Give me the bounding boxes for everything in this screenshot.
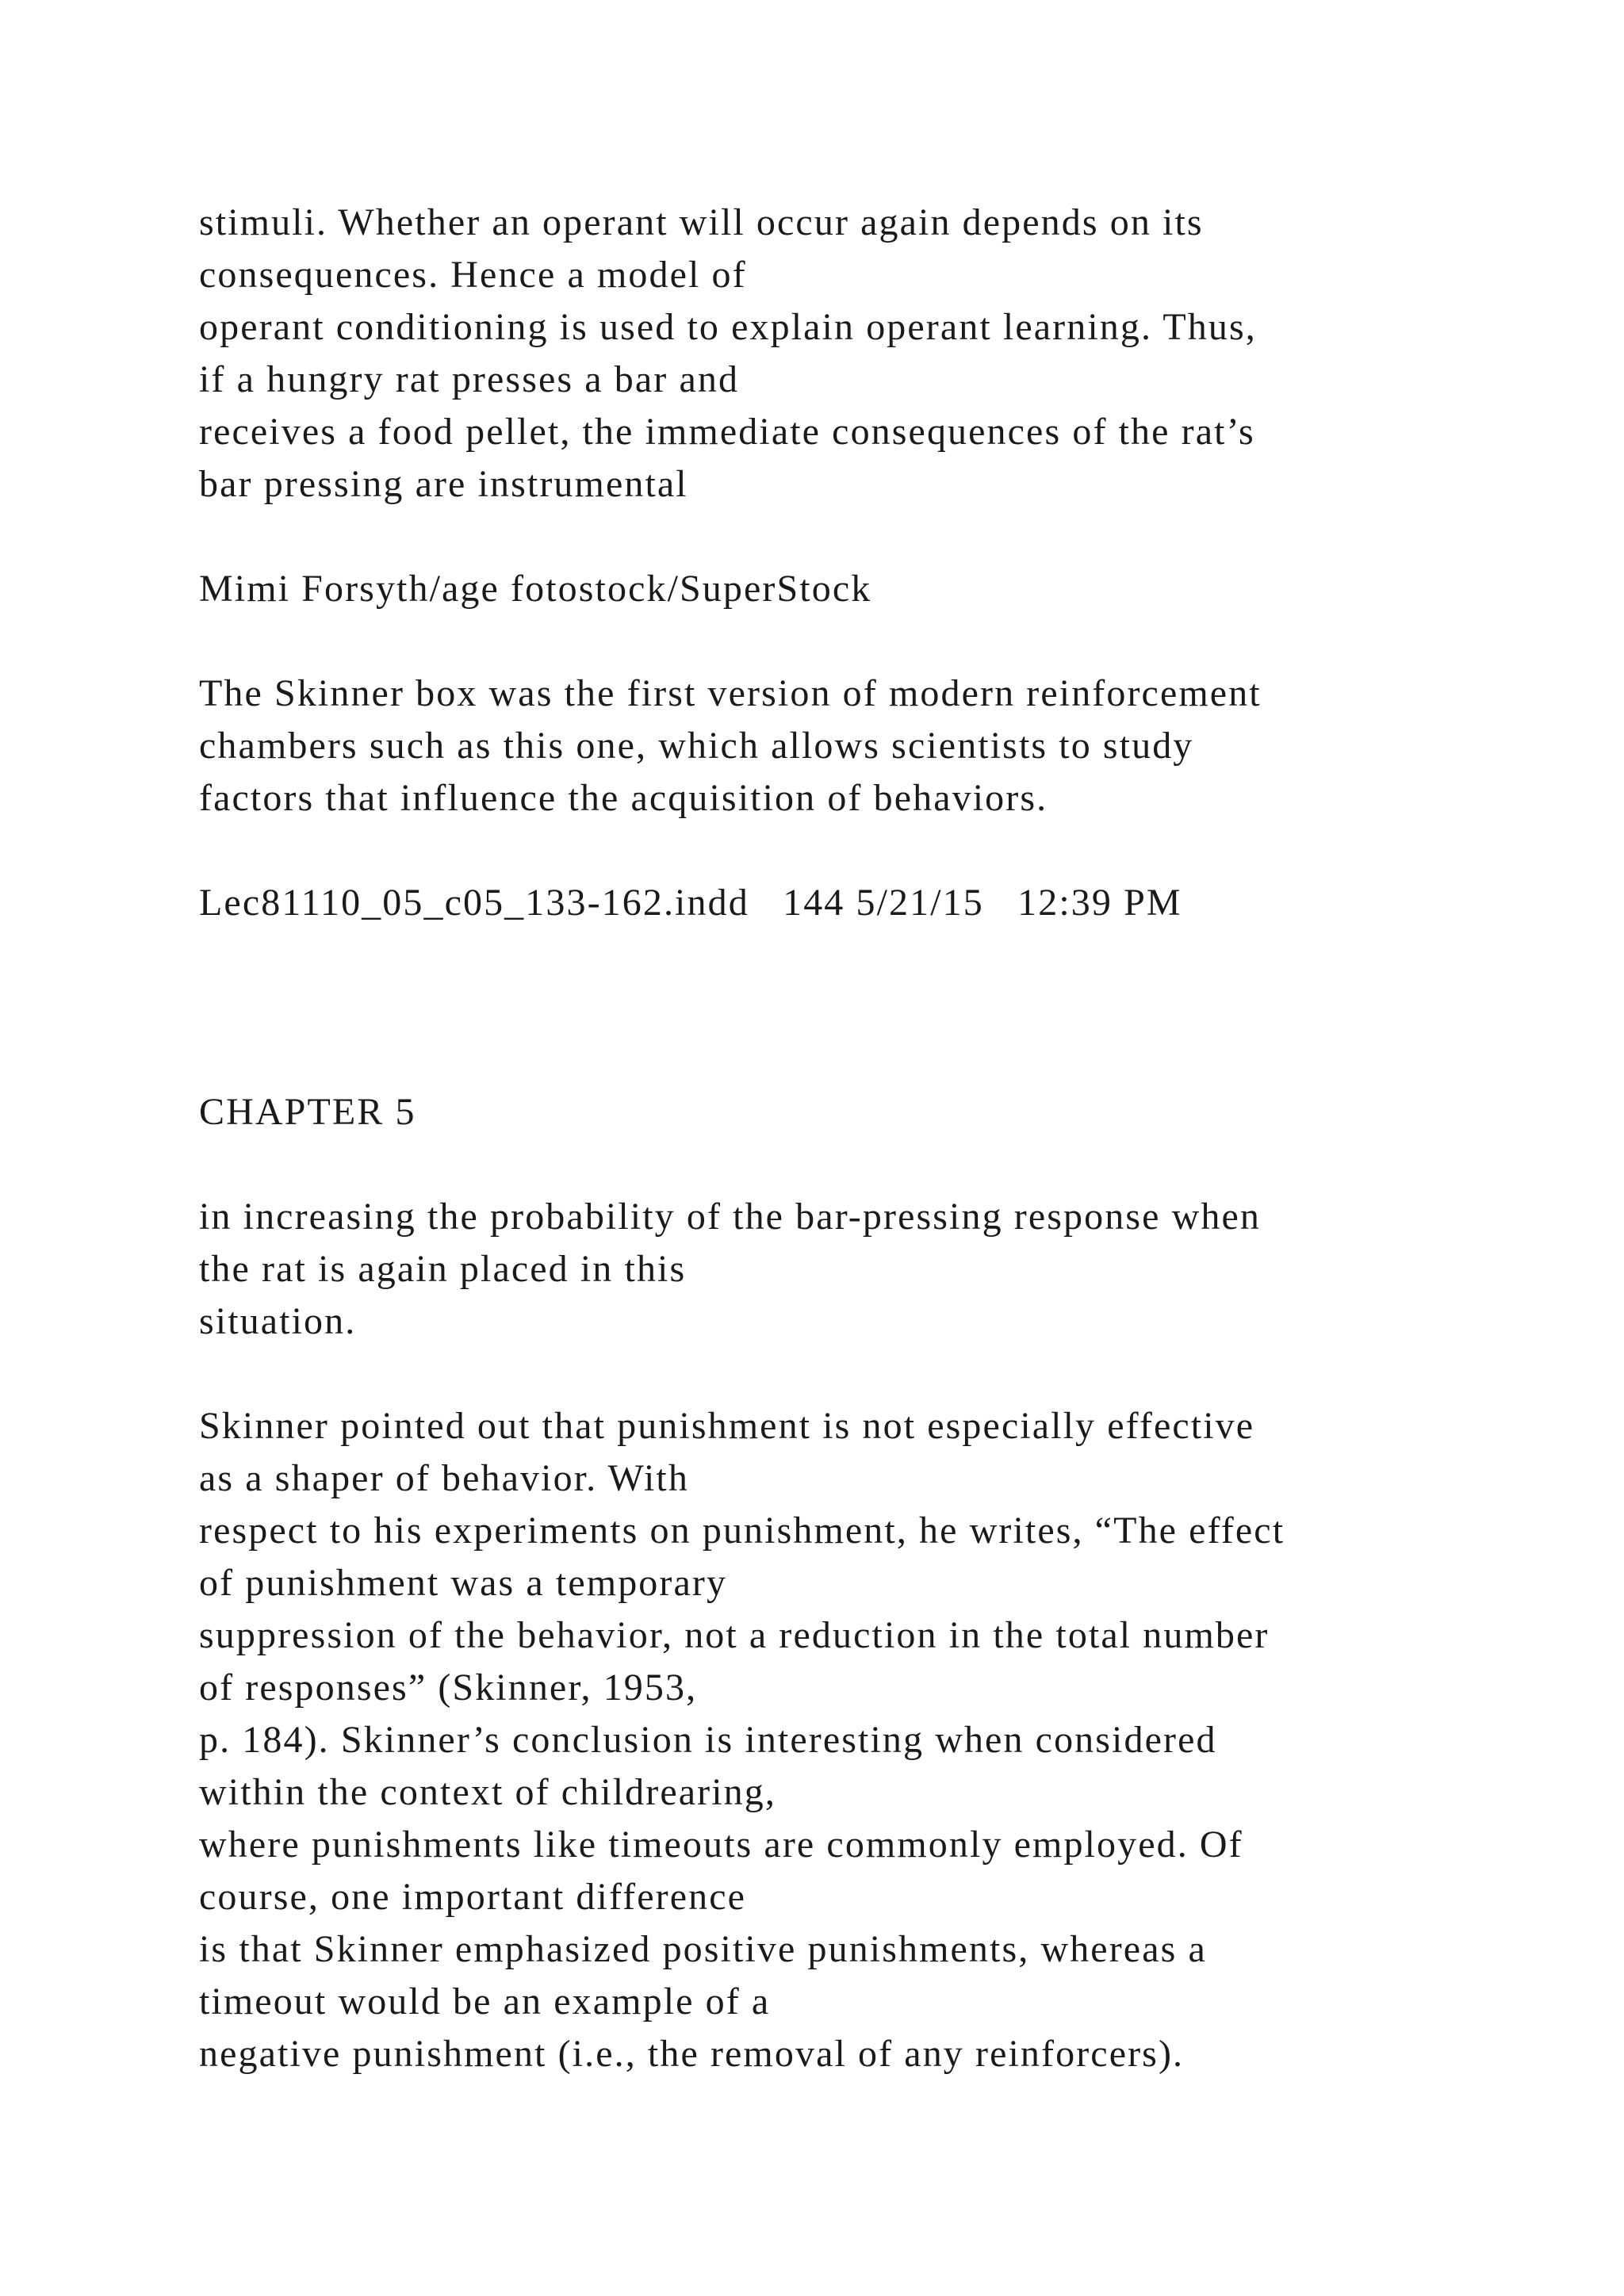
text-line: stimuli. Whether an operant will occur again depends on its	[199, 201, 1204, 243]
paragraph-gap	[199, 1138, 1468, 1191]
text-line: situation.	[199, 1300, 357, 1342]
text-line: within the context of childrearing,	[199, 1771, 776, 1813]
text-line: p. 184). Skinner’s conclusion is interesting when considered	[199, 1719, 1217, 1761]
paragraph-gap	[199, 825, 1468, 877]
caption-line: chambers such as this one, which allows scientists to study	[199, 725, 1194, 767]
file-slug: Lec81110_05_c05_133-162.indd 144 5/21/15 12:39 PM	[199, 882, 1182, 924]
caption-line: factors that influence the acquisition of behaviors.	[199, 777, 1048, 819]
paragraph-gap	[199, 1034, 1468, 1086]
text-line: bar pressing are instrumental	[199, 463, 688, 505]
text-line: if a hungry rat presses a bar and	[199, 358, 740, 400]
text-line: of responses” (Skinner, 1953,	[199, 1667, 698, 1709]
paragraph-gap	[199, 1348, 1468, 1400]
paragraph-gap	[199, 982, 1468, 1034]
paragraph-gap	[199, 929, 1468, 982]
text-line: where punishments like timeouts are commonly employed. Of	[199, 1823, 1243, 1866]
text-line: timeout would be an example of a	[199, 1980, 771, 2022]
text-line: as a shaper of behavior. With	[199, 1457, 689, 1499]
text-line: operant conditioning is used to explain operant learning. Thus,	[199, 306, 1257, 348]
text-line: respect to his experiments on punishment, he writes, “The effect	[199, 1510, 1285, 1552]
document-page	[199, 197, 1468, 2080]
text-line: negative punishment (i.e., the removal of any reinforcers).	[199, 2033, 1185, 2075]
caption-line: The Skinner box was the first version of modern reinforcement	[199, 672, 1262, 714]
photo-credit: Mimi Forsyth/age fotostock/SuperStock	[199, 568, 872, 610]
text-line: receives a food pellet, the immediate consequences of the rat’s	[199, 411, 1255, 453]
text-line: in increasing the probability of the bar-pressing response when	[199, 1196, 1262, 1238]
text-line: the rat is again placed in this	[199, 1248, 687, 1290]
text-line: consequences. Hence a model of	[199, 254, 747, 296]
text-line: suppression of the behavior, not a reduction in the total number	[199, 1614, 1270, 1656]
text-line: course, one important difference	[199, 1876, 747, 1918]
text-line: Skinner pointed out that punishment is not especially effective	[199, 1405, 1255, 1447]
paragraph-gap	[199, 511, 1468, 563]
chapter-heading: CHAPTER 5	[199, 1091, 416, 1133]
text-line: of punishment was a temporary	[199, 1562, 728, 1604]
paragraph-gap	[199, 615, 1468, 668]
text-line: is that Skinner emphasized positive punishments, whereas a	[199, 1928, 1207, 1970]
